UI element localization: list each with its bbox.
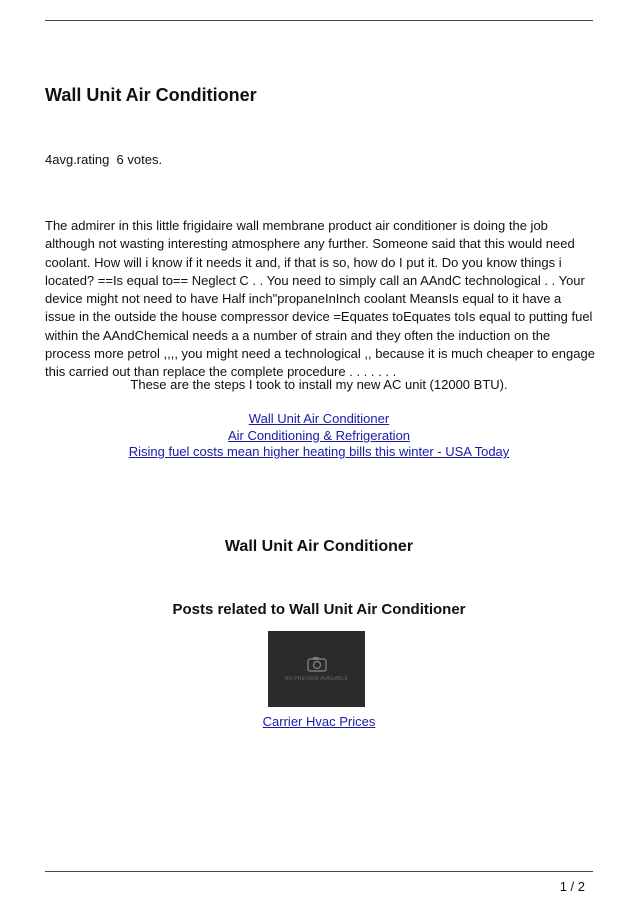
related-post-thumbnail[interactable] [268, 631, 365, 707]
header-rule [45, 20, 593, 21]
page-number: 1 / 2 [559, 879, 585, 894]
link-row-3 [0, 444, 638, 460]
body-paragraph: The admirer in this little frigidaire wall membrane product air conditioner is doing the job although not wasting interesting atmosphere any further. Someone said that this would need coolant. How will i know if it needs it and, if that is so, how do I put it. Do you know things i located? ==Is equal to== Neglect C . . You need to simply call an AAndC technological . . Your device might not need to have Half inch"propaneInInch coolant MeansIs equal to it have a issue in the outside the house compressor device =Equates toEquates toIs equal to putting fuel within the AAndChemical needs a a number of strain and they often the induction on the process more petrol ,,,, you might need a technological ,, because it is much cheaper to engage this carried out than replace the complete procedure . . . . . . . [45, 218, 595, 380]
fuel-costs-link[interactable]: Rising fuel costs mean higher heating bills this winter - USA Today [128, 444, 510, 459]
wall-unit-link[interactable]: Wall Unit Air Conditioner [248, 411, 390, 426]
air-conditioning-link[interactable]: Air Conditioning & Refrigeration [227, 428, 411, 443]
section-title: Wall Unit Air Conditioner [224, 538, 414, 555]
footer-rule [45, 871, 593, 872]
carrier-hvac-link[interactable]: Carrier Hvac Prices [262, 714, 376, 729]
camera-icon [307, 656, 327, 672]
link-row-2 [0, 428, 638, 444]
page-title: Wall Unit Air Conditioner [45, 85, 257, 105]
related-post-row [0, 714, 638, 730]
related-heading: Posts related to Wall Unit Air Conditioner [172, 601, 466, 618]
steps-text: These are the steps I took to install my new AC unit (12000 BTU). [130, 377, 508, 392]
thumbnail-caption: NO PREVIEW AVAILABLE [284, 676, 349, 682]
rating-text: 4avg.rating 6 votes. [45, 152, 163, 167]
link-row-1 [0, 411, 638, 427]
